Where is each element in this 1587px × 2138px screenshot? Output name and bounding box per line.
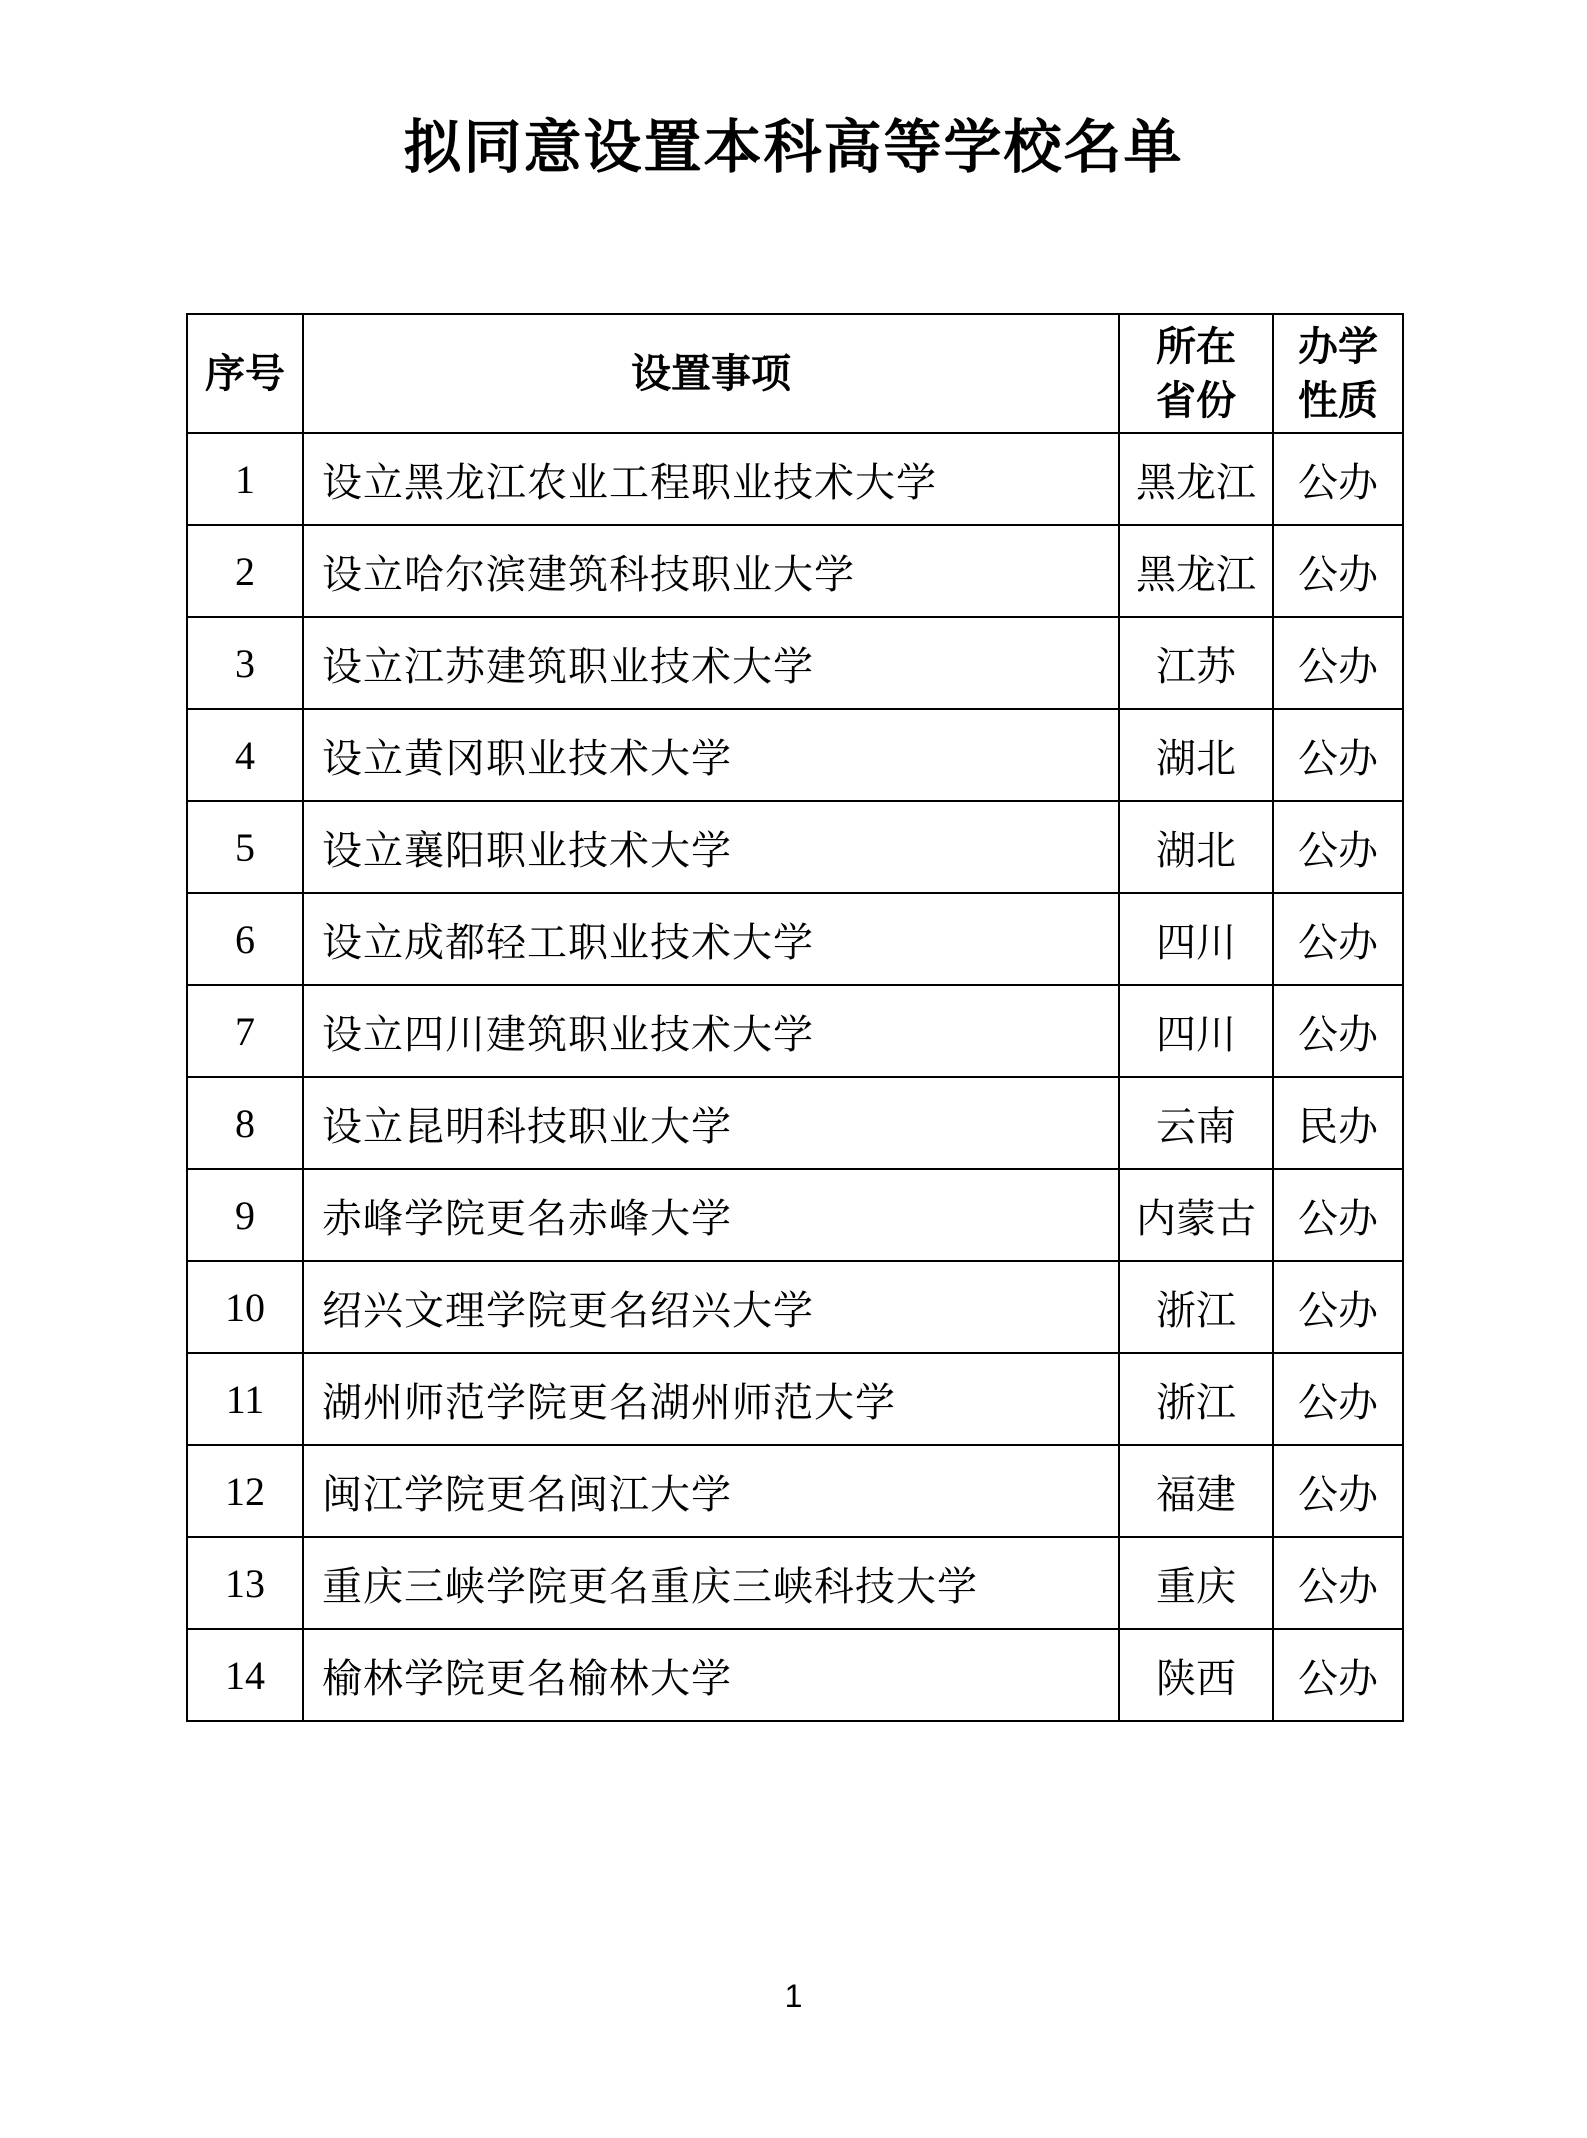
row-type-cell: 公办: [1273, 893, 1403, 985]
header-index-label: 序号: [205, 351, 285, 396]
row-type-cell: 公办: [1273, 801, 1403, 893]
table-row: [187, 1445, 1403, 1537]
row-item-cell: 绍兴文理学院更名绍兴大学: [303, 1261, 1119, 1353]
row-item-cell: 设立成都轻工职业技术大学: [303, 893, 1119, 985]
row-province-cell: 内蒙古: [1119, 1169, 1273, 1261]
approval-table: [186, 313, 1404, 1722]
row-province-cell: 湖北: [1119, 709, 1273, 801]
table-row: [187, 1169, 1403, 1261]
row-index-cell: 1: [187, 433, 303, 525]
header-province-line1: 所在: [1156, 324, 1236, 369]
row-index-cell: 9: [187, 1169, 303, 1261]
row-item-cell: 设立昆明科技职业大学: [303, 1077, 1119, 1169]
row-index-cell: 6: [187, 893, 303, 985]
row-type-cell: 公办: [1273, 1261, 1403, 1353]
row-type-cell: 公办: [1273, 1353, 1403, 1445]
row-province-cell: 四川: [1119, 985, 1273, 1077]
row-item-cell: 设立哈尔滨建筑科技职业大学: [303, 525, 1119, 617]
header-type: [1273, 314, 1403, 433]
row-item-cell: 榆林学院更名榆林大学: [303, 1629, 1119, 1721]
row-index-cell: 12: [187, 1445, 303, 1537]
table-row: [187, 525, 1403, 617]
row-item-cell: 设立襄阳职业技术大学: [303, 801, 1119, 893]
row-type-cell: 公办: [1273, 1445, 1403, 1537]
row-province-cell: 江苏: [1119, 617, 1273, 709]
table-row: [187, 1629, 1403, 1721]
row-index-cell: 13: [187, 1537, 303, 1629]
table-row: [187, 893, 1403, 985]
row-item-cell: 设立江苏建筑职业技术大学: [303, 617, 1119, 709]
row-province-cell: 浙江: [1119, 1353, 1273, 1445]
row-index-cell: 14: [187, 1629, 303, 1721]
header-type-line2: 性质: [1298, 378, 1378, 423]
header-row: [187, 314, 1403, 433]
row-index-cell: 2: [187, 525, 303, 617]
row-index-cell: 11: [187, 1353, 303, 1445]
row-item-cell: 设立黑龙江农业工程职业技术大学: [303, 433, 1119, 525]
table-row: [187, 617, 1403, 709]
header-item-label: 设置事项: [631, 351, 791, 396]
table-row: [187, 433, 1403, 525]
row-index-cell: 7: [187, 985, 303, 1077]
row-item-cell: 闽江学院更名闽江大学: [303, 1445, 1119, 1537]
row-index-cell: 3: [187, 617, 303, 709]
table-row: [187, 1077, 1403, 1169]
row-item-cell: 重庆三峡学院更名重庆三峡科技大学: [303, 1537, 1119, 1629]
row-type-cell: 公办: [1273, 525, 1403, 617]
row-province-cell: 陕西: [1119, 1629, 1273, 1721]
row-province-cell: 黑龙江: [1119, 525, 1273, 617]
row-province-cell: 浙江: [1119, 1261, 1273, 1353]
row-index-cell: 10: [187, 1261, 303, 1353]
table-row: [187, 1537, 1403, 1629]
row-item-cell: 赤峰学院更名赤峰大学: [303, 1169, 1119, 1261]
row-type-cell: 公办: [1273, 1537, 1403, 1629]
row-item-cell: 设立四川建筑职业技术大学: [303, 985, 1119, 1077]
table-row: [187, 985, 1403, 1077]
row-index-cell: 8: [187, 1077, 303, 1169]
table-row: [187, 1353, 1403, 1445]
page-number: 1: [784, 1978, 803, 2014]
table-row: [187, 1261, 1403, 1353]
row-type-cell: 公办: [1273, 709, 1403, 801]
row-type-cell: 公办: [1273, 1629, 1403, 1721]
row-province-cell: 湖北: [1119, 801, 1273, 893]
row-province-cell: 云南: [1119, 1077, 1273, 1169]
header-index: [187, 314, 303, 433]
header-province-line2: 省份: [1156, 378, 1236, 423]
row-index-cell: 5: [187, 801, 303, 893]
row-province-cell: 四川: [1119, 893, 1273, 985]
row-index-cell: 4: [187, 709, 303, 801]
row-province-cell: 黑龙江: [1119, 433, 1273, 525]
table-row: [187, 709, 1403, 801]
row-item-cell: 设立黄冈职业技术大学: [303, 709, 1119, 801]
header-type-line1: 办学: [1298, 324, 1378, 369]
row-type-cell: 公办: [1273, 433, 1403, 525]
row-type-cell: 民办: [1273, 1077, 1403, 1169]
row-province-cell: 重庆: [1119, 1537, 1273, 1629]
row-type-cell: 公办: [1273, 985, 1403, 1077]
table-row: [187, 801, 1403, 893]
page-title: 拟同意设置本科高等学校名单: [403, 115, 1184, 180]
row-item-cell: 湖州师范学院更名湖州师范大学: [303, 1353, 1119, 1445]
header-province: [1119, 314, 1273, 433]
row-province-cell: 福建: [1119, 1445, 1273, 1537]
header-item: [303, 314, 1119, 433]
row-type-cell: 公办: [1273, 1169, 1403, 1261]
table-body: [187, 433, 1403, 1721]
table-header: [187, 314, 1403, 433]
row-type-cell: 公办: [1273, 617, 1403, 709]
